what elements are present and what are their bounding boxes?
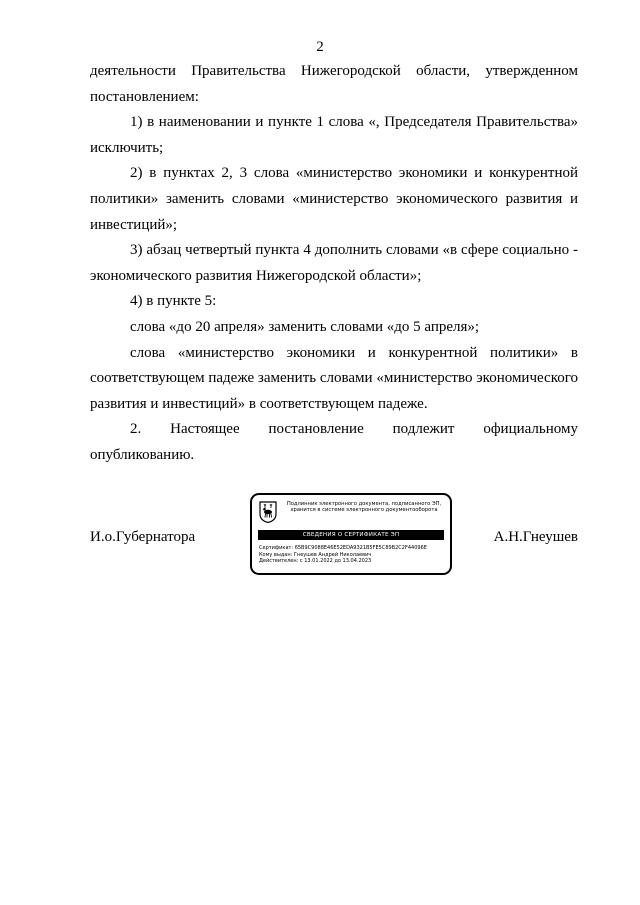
page-number: 2 <box>316 39 324 55</box>
paragraph-item-2: 2) в пунктах 2, 3 слова «министерство экономики и конкурентной политики» заменить словами «министерство экономического развития и инвестиций»; <box>90 165 578 233</box>
electronic-signature-stamp <box>250 493 452 575</box>
paragraph-item-4-sub-2: слова «министерство экономики и конкурентной политики» в соответствующем падеже заменить словами «министерство экономического развития и инвестиций» в соответствующем падеже. <box>90 344 578 412</box>
paragraph-item-1: 1) в наименовании и пункте 1 слова «, Председателя Правительства» исключить; <box>90 114 578 156</box>
deer-coat-of-arms-icon <box>259 501 277 523</box>
paragraph-clause-2: 2. Настоящее постановление подлежит официальному опубликованию. <box>90 421 578 463</box>
stamp-header <box>282 501 446 514</box>
stamp-header-line: хранится в системе электронного документооборота <box>290 507 438 514</box>
document-body <box>90 59 578 469</box>
paragraph-item-3: 3) абзац четвертый пункта 4 дополнить словами «в сфере социально - экономического развития Нижегородской области»; <box>90 242 578 284</box>
stamp-details <box>259 545 445 565</box>
signature-block <box>90 493 578 579</box>
certificate-number: Сертификат: 65B9C9088E46E52EDA9321B5FE5C89B2C2F44096E <box>259 545 427 551</box>
paragraph-item-4-sub-1: слова «до 20 апреля» заменить словами «до 5 апреля»; <box>130 318 480 335</box>
certificate-owner: Кому выдан: Гнеушев Андрей Николаевич <box>259 551 372 558</box>
certificate-validity: Действителен: с 13.01.2022 до 13.04.2023 <box>259 558 372 565</box>
paragraph-continuation: деятельности Правительства Нижегородской области, утвержденном постановлением: <box>90 63 578 105</box>
paragraph-item-4: 4) в пункте 5: <box>130 293 217 310</box>
stamp-header-line: Подлинник электронного документа, подписанного ЭП, <box>286 501 442 507</box>
signer-position: И.о.Губернатора <box>90 529 196 545</box>
signer-name: А.Н.Гнеушев <box>493 529 578 545</box>
stamp-title-bar: СВЕДЕНИЯ О СЕРТИФИКАТЕ ЭП <box>258 530 444 540</box>
